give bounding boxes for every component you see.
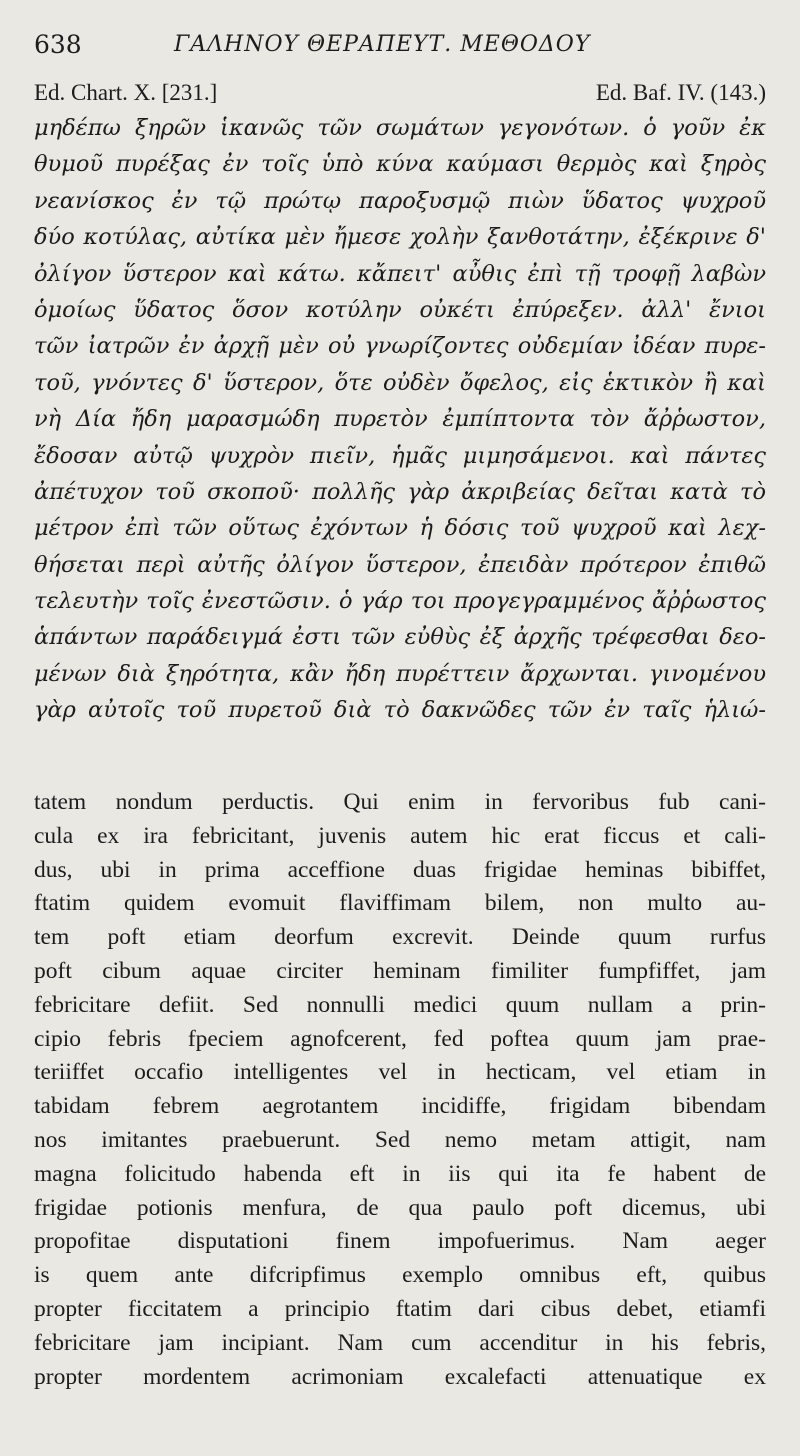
greek-line: νεανίσκος ἐν τῷ πρώτῳ παροξυσμῷ πιὼν ὕδατος ψυχροῦ bbox=[34, 187, 766, 214]
latin-line: tabidam febrem aegrotantem incidiffe, frigidam bibendam bbox=[34, 1093, 766, 1120]
page-number: 638 bbox=[34, 30, 82, 59]
greek-line: τελευτὴν τοῖς ἐνεστῶσιν. ὁ γάρ τοι προγεγραμμένος ἄῤῥωστος bbox=[34, 588, 766, 615]
latin-line: nos imitantes praebuerunt. Sed nemo metam attigit, nam bbox=[34, 1126, 766, 1153]
latin-line: propter ficcitatem a principio ftatim dari cibus debet, etiamfi bbox=[34, 1295, 766, 1322]
latin-line: febricitare jam incipiant. Nam cum accenditur in his febris, bbox=[34, 1329, 766, 1356]
greek-line: θυμοῦ πυρέξας ἐν τοῖς ὑπὸ κύνα καύμασι θερμὸς καὶ ξηρὸς bbox=[34, 151, 766, 178]
latin-line: propofitae disputationi finem impofuerimus. Nam aeger bbox=[34, 1228, 766, 1255]
latin-line: ftatim quidem evomuit flaviffimam bilem, non multo au- bbox=[34, 890, 766, 917]
greek-line: μηδέπω ξηρῶν ἱκανῶς τῶν σωμάτων γεγονότων. ὁ γοῦν ἐκ bbox=[34, 115, 766, 141]
latin-line: teriiffet occafio intelligentes vel in hecticam, vel etiam in bbox=[34, 1059, 766, 1086]
greek-line: ἁπάντων παράδειγμά ἐστι τῶν εὐθὺς ἐξ ἀρχῆς τρέφεσθαι δεο- bbox=[34, 624, 766, 651]
latin-line: poft cibum aquae circiter heminam fimiliter fumpfiffet, jam bbox=[34, 957, 766, 984]
edition-reference-line bbox=[34, 80, 766, 108]
running-title: ΓΑΛΗΝΟΥ ΘΕΡΑΠΕΥΤ. ΜΕΘΟΔΟΥ bbox=[174, 32, 591, 57]
greek-line: μέτρον ἐπὶ τῶν οὕτως ἐχόντων ἡ δόσις τοῦ ψυχροῦ καὶ λεχ- bbox=[34, 515, 766, 542]
latin-line: febricitare defiit. Sed nonnulli medici quum nullam a prin- bbox=[34, 991, 766, 1018]
greek-line: νὴ Δία ἤδη μαρασμώδη πυρετὸν ἐμπίπτοντα τὸν ἄῤῥωστον, bbox=[34, 406, 766, 433]
latin-line: cipio febris fpeciem agnofcerent, fed poftea quum jam prae- bbox=[34, 1025, 766, 1052]
greek-line: τῶν ἰατρῶν ἐν ἀρχῇ μὲν οὐ γνωρίζοντες οὐδεμίαν ἰδέαν πυρε- bbox=[34, 333, 766, 360]
greek-line: θήσεται περὶ αὐτῆς ὀλίγον ὕστερον, ἐπειδὰν πρότερον ἐπιθῶ bbox=[34, 551, 766, 578]
latin-line: cula ex ira febricitant, juvenis autem hic erat ficcus et cali- bbox=[34, 822, 766, 849]
greek-line: ὁμοίως ὕδατος ὅσον κοτύλην οὐκέτι ἐπύρεξεν. ἀλλ' ἔνιοι bbox=[34, 296, 766, 323]
latin-line: tatem nondum perductis. Qui enim in fervoribus fub cani- bbox=[34, 789, 766, 815]
latin-line: tem poft etiam deorfum excrevit. Deinde quum rurfus bbox=[34, 924, 766, 951]
greek-text-block bbox=[34, 110, 766, 729]
page-header bbox=[34, 30, 766, 64]
latin-line: dus, ubi in prima acceffione duas frigidae heminas bibiffet, bbox=[34, 856, 766, 883]
greek-line: δύο κοτύλας, αὐτίκα μὲν ἤμεσε χολὴν ξανθοτάτην, ἐξέκρινε δ' bbox=[34, 224, 766, 251]
greek-line: μένων διὰ ξηρότητα, κἂν ἤδη πυρέττειν ἄρχωνται. γινομένου bbox=[34, 660, 766, 687]
latin-line: propter mordentem acrimoniam excalefacti attenuatique ex bbox=[34, 1363, 766, 1390]
latin-text-block bbox=[34, 786, 766, 1394]
latin-line: frigidae potionis menfura, de qua paulo poft dicemus, ubi bbox=[34, 1194, 766, 1221]
greek-line: γὰρ αὐτοῖς τοῦ πυρετοῦ διὰ τὸ δακνῶδες τῶν ἐν ταῖς ἡλιώ- bbox=[34, 697, 766, 724]
greek-line: τοῦ, γνόντες δ' ὕστερον, ὅτε οὐδὲν ὄφελος, εἰς ἑκτικὸν ἢ καὶ bbox=[34, 369, 766, 396]
latin-line: magna folicitudo habenda eft in iis qui ita fe habent de bbox=[34, 1160, 766, 1187]
edition-basel: Ed. Baf. IV. (143.) bbox=[595, 80, 766, 105]
greek-line: ὀλίγον ὕστερον καὶ κάτω. κἄπειτ' αὖθις ἐπὶ τῇ τροφῇ λαβὼν bbox=[34, 260, 766, 287]
edition-chartier: Ed. Chart. X. [231.] bbox=[34, 80, 218, 105]
latin-line: is quem ante difcripfimus exemplo omnibus eft, quibus bbox=[34, 1262, 766, 1289]
greek-line: ἀπέτυχον τοῦ σκοποῦ· πολλῆς γὰρ ἀκριβείας δεῖται κατὰ τὸ bbox=[34, 478, 766, 505]
greek-line: ἔδοσαν αὐτῷ ψυχρὸν πιεῖν, ἡμᾶς μιμησάμενοι. καὶ πάντες bbox=[34, 442, 766, 469]
